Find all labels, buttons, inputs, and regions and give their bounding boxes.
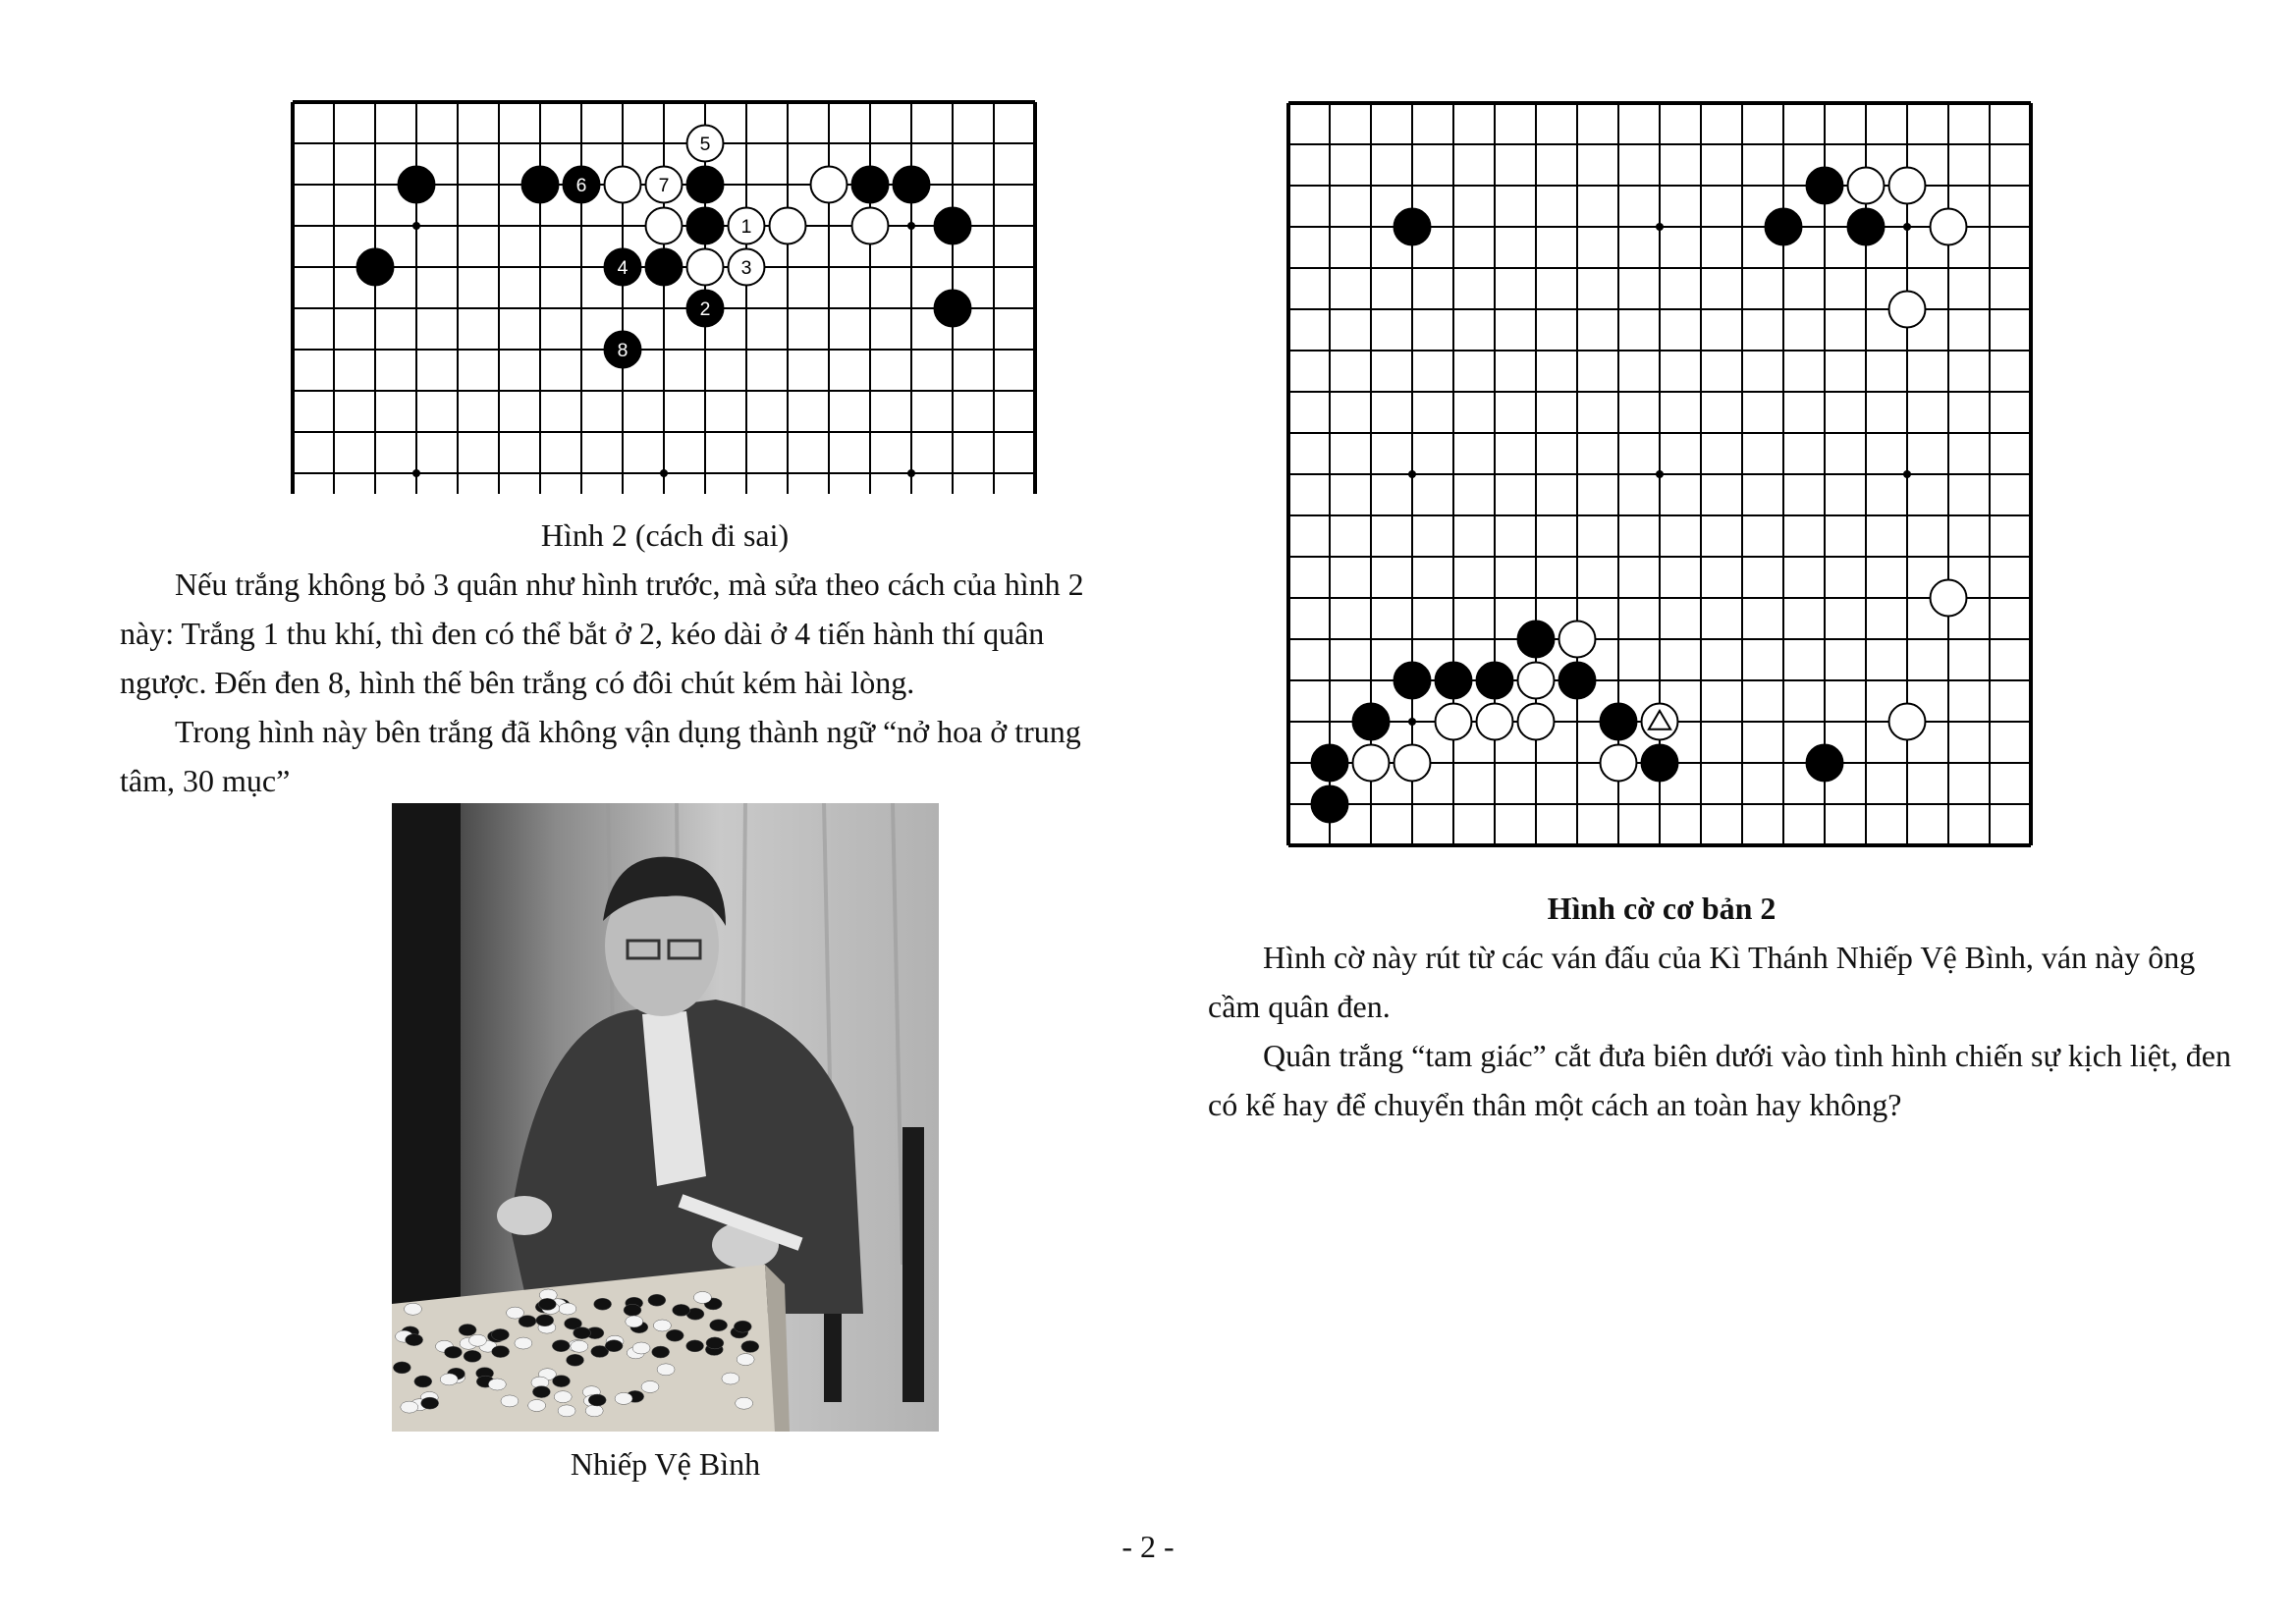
black-stone [399,167,435,203]
black-stone [935,291,971,327]
black-stone [1477,663,1513,699]
black-stone [1807,745,1843,782]
white-stone [1848,168,1885,204]
move-number: 4 [617,257,629,280]
white-stone [1889,168,1926,204]
paragraph-explanation: Nếu trắng không bỏ 3 quân như hình trước, mà sửa theo cách của hình 2 này: Trắng 1 thu khí, thì đen có thể bắt ở 2, kéo dài ở 4 tiến hành thí quân ngược. Đến đen 8, hình thế bên trắng có đôi chút kém hài lòng. [120,567,1084,700]
white-stone [1518,704,1555,740]
white-stone [1889,292,1926,328]
photo-player-at-board [392,803,939,1432]
white-stone [646,167,683,203]
black-stone [687,167,724,203]
star-point [1656,470,1664,478]
move-number: 2 [699,298,711,321]
white-stone [687,249,724,286]
black-stone [1642,745,1678,782]
black-stone [1394,663,1431,699]
black-stone [687,208,724,244]
black-stone [894,167,930,203]
white-stone [1559,622,1596,658]
move-number: 5 [699,134,711,156]
white-stone [811,167,847,203]
move-number: 8 [617,340,629,362]
star-point [907,469,915,477]
star-point [1408,470,1416,478]
white-stone [1477,704,1513,740]
move-number: 3 [740,257,752,280]
black-stone [1518,622,1555,658]
star-point [1408,718,1416,726]
white-stone [1931,209,1967,245]
black-stone [605,332,641,368]
black-stone [1807,168,1843,204]
white-stone [852,208,889,244]
black-stone [852,167,889,203]
white-stone [1518,663,1555,699]
star-point [660,469,668,477]
photo-caption: Nhiếp Vệ Bình [570,1446,761,1482]
white-stone [1436,704,1472,740]
star-point [1903,470,1911,478]
white-stone [729,208,765,244]
paragraph-idiom: Trong hình này bên trắng đã không vận dụng thành ngữ “nở hoa ở trung tâm, 30 mục” [120,714,1081,798]
star-point [907,222,915,230]
black-stone [357,249,394,286]
star-point [1656,223,1664,231]
move-number: 7 [658,175,670,197]
problem-title: Hình cờ cơ bản 2 [1547,891,1777,926]
white-stone [1394,745,1431,782]
black-stone [1353,704,1390,740]
white-stone [1889,704,1926,740]
board-grid [293,102,1035,494]
black-stone [646,249,683,286]
black-stone [1436,663,1472,699]
black-stone [935,208,971,244]
star-point [1903,223,1911,231]
white-stone [1601,745,1637,782]
black-stone [1766,209,1802,245]
white-stone [770,208,806,244]
white-stone [1642,704,1678,740]
white-stone [605,167,641,203]
black-stone [522,167,559,203]
white-stone [687,126,724,162]
white-stone [646,208,683,244]
diagram-caption: Hình 2 (cách đi sai) [540,517,790,553]
white-stone [1353,745,1390,782]
black-stone [1848,209,1885,245]
paragraph-source: Hình cờ này rút từ các ván đấu của Kì Thánh Nhiếp Vệ Bình, ván này ông cầm quân đen. [1208,940,2196,1024]
star-point [412,222,420,230]
white-stone [1931,580,1967,617]
black-stone [1394,209,1431,245]
page-number: - 2 - [1121,1529,1175,1564]
black-stone [605,249,641,286]
move-number: 6 [575,175,587,197]
paragraph-question: Quân trắng “tam giác” cắt đưa biên dưới vào tình hình chiến sự kịch liệt, đen có kế hay để chuyển thân một cách an toàn hay không? [1208,1038,2231,1122]
white-stone [729,249,765,286]
star-point [412,469,420,477]
black-stone [1601,704,1637,740]
move-number: 1 [740,216,752,239]
black-stone [1312,786,1348,823]
go-diagram-wrong-move [291,100,1039,499]
black-stone [564,167,600,203]
black-stone [687,291,724,327]
go-diagram-basic-2 [1285,100,2038,848]
black-stone [1559,663,1596,699]
black-stone [1312,745,1348,782]
